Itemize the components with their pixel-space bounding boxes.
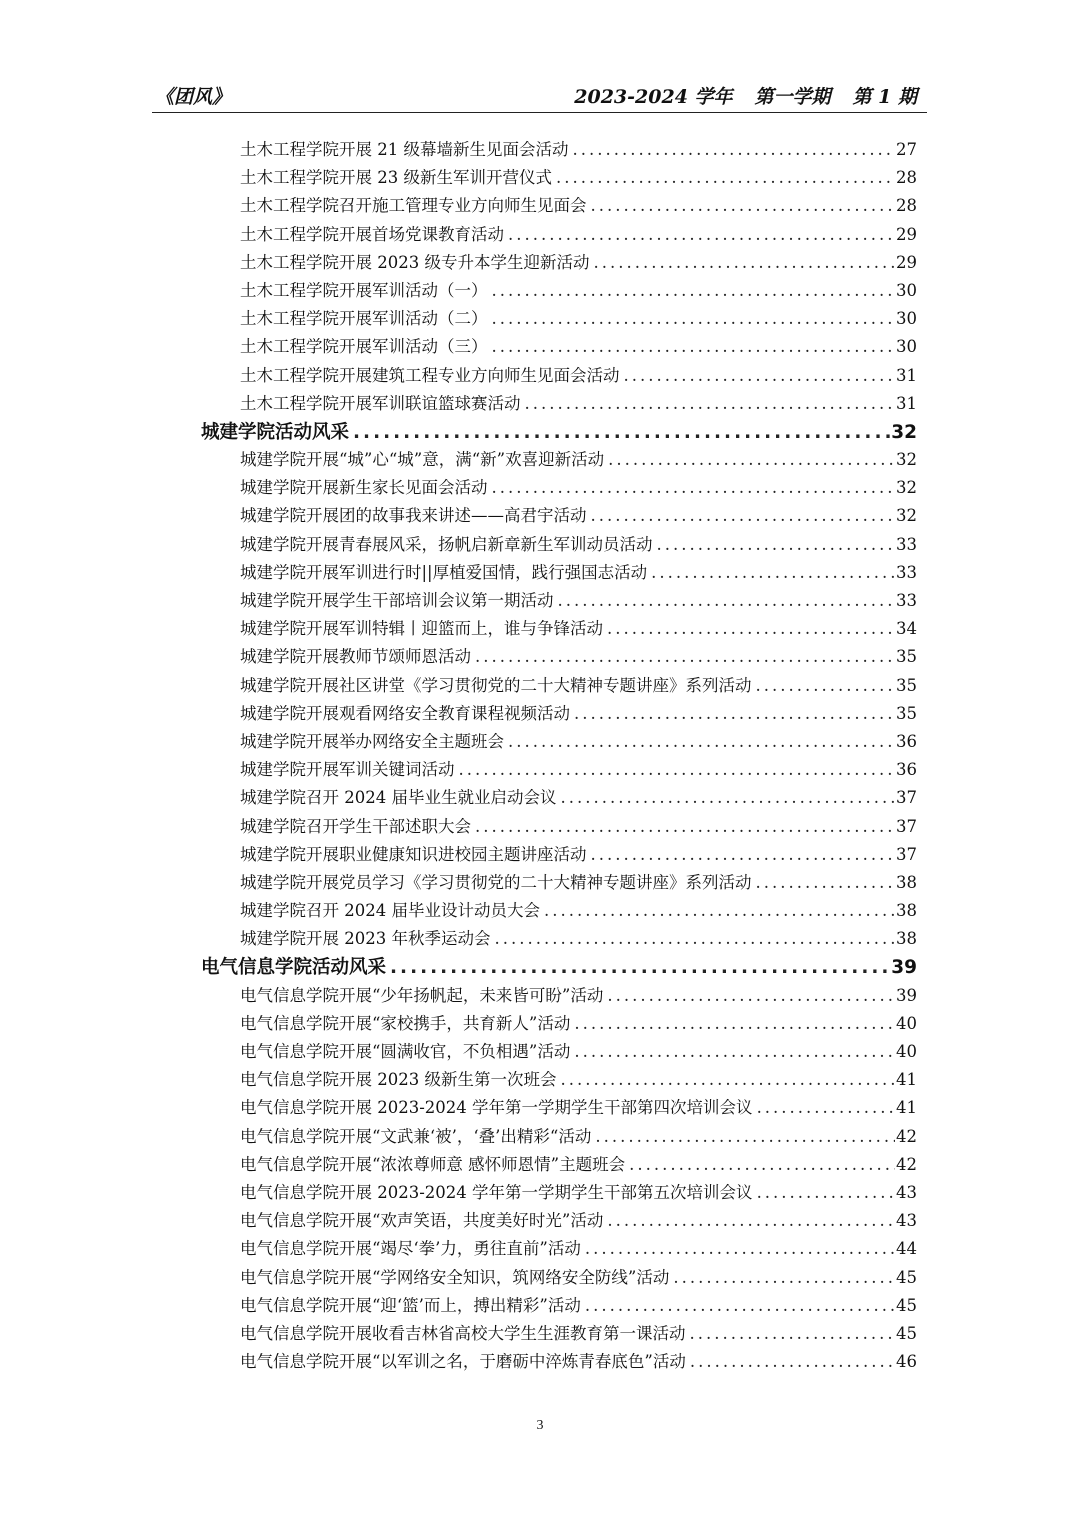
toc-entry bbox=[240, 672, 917, 700]
toc-title: 电气信息学院开展“竭尽‘拳’力，勇往直前”活动 bbox=[240, 1239, 581, 1259]
toc-page-number: 38 bbox=[896, 872, 917, 892]
toc-title: 电气信息学院开展“家校携手，共育新人”活动 bbox=[240, 1013, 571, 1033]
toc-page-number: 33 bbox=[896, 591, 917, 610]
toc-entry bbox=[240, 700, 917, 728]
header-rule bbox=[152, 112, 927, 113]
dot-leader bbox=[471, 817, 895, 836]
dot-leader bbox=[752, 873, 896, 892]
toc-entry bbox=[240, 841, 917, 869]
dot-leader bbox=[490, 929, 895, 948]
toc-title: 电气信息学院开展“以军训之名，于磨砺中淬炼青春底色”活动 bbox=[240, 1352, 686, 1372]
toc-title: 土木工程学院召开施工管理专业方向师生见面会 bbox=[240, 196, 587, 216]
dot-leader bbox=[603, 986, 895, 1005]
toc-entry bbox=[240, 1066, 917, 1094]
toc-page-number: 32 bbox=[896, 506, 917, 526]
toc-entry bbox=[240, 277, 917, 305]
toc-entry bbox=[240, 502, 917, 530]
toc-entry bbox=[240, 1151, 917, 1179]
dot-leader bbox=[504, 732, 895, 751]
toc-title: 城建学院开展“城”心“城”意，满“新”欢喜迎新活动 bbox=[240, 450, 605, 470]
dot-leader bbox=[581, 1239, 895, 1258]
toc-title: 电气信息学院开展“文武兼‘被’，‘叠’出精彩“活动 bbox=[240, 1126, 592, 1146]
toc-entry bbox=[240, 587, 917, 615]
page-number: 3 bbox=[536, 1418, 544, 1433]
toc-entry bbox=[240, 897, 917, 925]
dot-leader bbox=[753, 1098, 895, 1117]
dot-leader bbox=[540, 901, 895, 920]
toc-title: 城建学院开展党员学习《学习贯彻党的二十大精神专题讲座》系列活动 bbox=[240, 872, 752, 892]
toc-page-number: 30 bbox=[896, 280, 917, 300]
dot-leader bbox=[570, 1042, 895, 1061]
toc-page-number: 36 bbox=[896, 760, 917, 780]
issue-number: 第 1 期 bbox=[852, 86, 917, 108]
dot-leader bbox=[569, 140, 896, 159]
toc-page-number: 46 bbox=[896, 1352, 917, 1372]
dot-leader bbox=[603, 1211, 895, 1230]
page-header bbox=[155, 78, 927, 108]
toc-title: 城建学院开展教师节颂师恩活动 bbox=[240, 647, 471, 667]
toc-page-number: 41 bbox=[896, 1098, 917, 1118]
toc-title: 城建学院开展社区讲堂《学习贯彻党的二十大精神专题讲座》系列活动 bbox=[240, 675, 752, 695]
toc-page-number: 32 bbox=[896, 450, 917, 470]
toc-entry bbox=[240, 474, 917, 502]
toc-page-number: 36 bbox=[896, 731, 917, 751]
toc-page-number: 39 bbox=[896, 985, 917, 1005]
toc-page-number: 35 bbox=[896, 675, 917, 695]
dot-leader bbox=[488, 309, 896, 328]
toc-entry bbox=[240, 305, 917, 333]
toc-page-number: 39 bbox=[891, 957, 917, 979]
toc-entry bbox=[240, 390, 917, 418]
toc-page-number: 40 bbox=[896, 1013, 917, 1033]
dot-leader bbox=[591, 1127, 895, 1146]
semester: 第一学期 bbox=[754, 86, 831, 108]
toc-page-number: 31 bbox=[896, 393, 917, 413]
toc-entry bbox=[240, 925, 917, 953]
toc-title: 土木工程学院开展军训联谊篮球赛活动 bbox=[240, 393, 521, 413]
toc-page-number: 38 bbox=[896, 901, 917, 921]
dot-leader bbox=[349, 422, 891, 443]
toc-page-number: 32 bbox=[896, 478, 917, 498]
journal-title: 《团风》 bbox=[155, 86, 232, 108]
toc-title: 城建学院开展团的故事我来讲述——高君宇活动 bbox=[240, 506, 587, 526]
dot-leader bbox=[587, 506, 896, 525]
toc-title: 城建学院开展军训特辑丨迎篮而上，谁与争锋活动 bbox=[240, 619, 603, 639]
toc-entry bbox=[240, 221, 917, 249]
toc-page-number: 37 bbox=[896, 788, 917, 808]
toc-page-number: 32 bbox=[891, 421, 917, 443]
toc-entry bbox=[240, 1094, 917, 1122]
toc-title: 电气信息学院活动风采 bbox=[201, 957, 387, 979]
dot-leader bbox=[570, 704, 895, 723]
dot-leader bbox=[471, 647, 895, 666]
toc-entry bbox=[240, 333, 917, 361]
toc-entry bbox=[240, 1235, 917, 1263]
toc-title: 城建学院开展新生家长见面会活动 bbox=[240, 478, 488, 498]
toc-title: 土木工程学院开展军训活动（一） bbox=[240, 280, 488, 300]
toc-title: 城建学院活动风采 bbox=[201, 421, 350, 443]
toc-page-number: 33 bbox=[896, 562, 917, 582]
toc-page-number: 42 bbox=[896, 1126, 917, 1146]
toc-title: 城建学院开展 2023 年秋季运动会 bbox=[240, 929, 491, 949]
toc-entry bbox=[240, 362, 917, 390]
toc-page-number: 27 bbox=[896, 140, 917, 159]
toc-page-number: 37 bbox=[896, 816, 917, 836]
toc-entry bbox=[240, 531, 917, 559]
toc-page-number: 42 bbox=[896, 1154, 917, 1174]
dot-leader bbox=[620, 366, 896, 385]
toc-page-number: 33 bbox=[896, 534, 917, 554]
toc-title: 城建学院召开 2024 届毕业生就业启动会议 bbox=[240, 788, 557, 808]
toc-title: 电气信息学院开展“浓浓尊师意 感怀师恩情”主题班会 bbox=[240, 1154, 626, 1174]
toc-entry bbox=[240, 559, 917, 587]
toc-title: 土木工程学院开展 23 级新生军训开营仪式 bbox=[240, 168, 552, 188]
toc-entry bbox=[240, 164, 917, 192]
toc-page-number: 37 bbox=[896, 844, 917, 864]
toc-title: 城建学院开展举办网络安全主题班会 bbox=[240, 731, 504, 751]
toc-page-number: 30 bbox=[896, 337, 917, 357]
dot-leader bbox=[603, 619, 895, 638]
issue-info bbox=[552, 82, 917, 109]
dot-leader bbox=[669, 1268, 895, 1287]
toc-title: 土木工程学院开展 21 级幕墙新生见面会活动 bbox=[240, 140, 569, 159]
toc-page-number: 45 bbox=[896, 1267, 917, 1287]
toc-page-number: 40 bbox=[896, 1042, 917, 1061]
toc-page-number: 29 bbox=[896, 224, 917, 244]
toc-page-number: 45 bbox=[896, 1323, 917, 1343]
dot-leader bbox=[686, 1352, 895, 1371]
toc-title: 电气信息学院开展 2023 级新生第一次班会 bbox=[240, 1070, 557, 1090]
toc-page-number: 43 bbox=[896, 1211, 917, 1231]
toc-entry bbox=[240, 1348, 917, 1376]
toc-entry bbox=[240, 1179, 917, 1207]
toc-page-number: 35 bbox=[896, 703, 917, 723]
toc-title: 城建学院开展青春展风采，扬帆启新章新生军训动员活动 bbox=[240, 534, 653, 554]
toc-page-number: 30 bbox=[896, 309, 917, 329]
toc-page-number: 41 bbox=[896, 1070, 917, 1090]
toc-entry bbox=[240, 1038, 917, 1066]
dot-leader bbox=[504, 225, 895, 244]
dot-leader bbox=[556, 1070, 895, 1089]
dot-leader bbox=[488, 478, 896, 497]
dot-leader bbox=[521, 394, 896, 413]
toc-entry bbox=[240, 1320, 917, 1348]
dot-leader bbox=[386, 957, 891, 978]
toc-page-number: 43 bbox=[896, 1182, 917, 1202]
toc-title: 电气信息学院开展“圆满收官，不负相遇”活动 bbox=[240, 1042, 571, 1061]
toc-page-number: 29 bbox=[896, 252, 917, 272]
toc-title: 电气信息学院开展收看吉林省高校大学生生涯教育第一课活动 bbox=[240, 1323, 686, 1343]
toc-title: 土木工程学院开展军训活动（三） bbox=[240, 337, 488, 357]
dot-leader bbox=[556, 788, 895, 807]
toc-entry bbox=[240, 1123, 917, 1151]
toc-entry bbox=[240, 982, 917, 1010]
dot-leader bbox=[488, 337, 896, 356]
toc-title: 城建学院开展军训进行时||厚植爱国情，践行强国志活动 bbox=[240, 562, 648, 582]
dot-leader bbox=[753, 1183, 895, 1202]
toc-title: 土木工程学院开展 2023 级专升本学生迎新活动 bbox=[240, 252, 590, 272]
toc-entry bbox=[240, 136, 917, 164]
toc-title: 城建学院开展职业健康知识进校园主题讲座活动 bbox=[240, 844, 587, 864]
toc-title: 土木工程学院开展建筑工程专业方向师生见面会活动 bbox=[240, 365, 620, 385]
toc-entry bbox=[240, 728, 917, 756]
toc-page-number: 44 bbox=[896, 1239, 917, 1259]
toc-page-number: 31 bbox=[896, 365, 917, 385]
toc-entry bbox=[240, 1207, 917, 1235]
dot-leader bbox=[625, 1155, 895, 1174]
toc-section bbox=[201, 418, 917, 446]
toc-title: 电气信息学院开展“欢声笑语，共度美好时光”活动 bbox=[240, 1211, 604, 1231]
toc-title: 城建学院开展军训关键词活动 bbox=[240, 760, 455, 780]
toc-entry bbox=[240, 813, 917, 841]
toc-title: 土木工程学院开展军训活动（二） bbox=[240, 309, 488, 329]
dot-leader bbox=[647, 563, 895, 582]
toc-entry bbox=[240, 1010, 917, 1038]
toc-title: 电气信息学院开展 2023-2024 学年第一学期学生干部第五次培训会议 bbox=[240, 1182, 753, 1202]
dot-leader bbox=[581, 1296, 895, 1315]
dot-leader bbox=[752, 676, 896, 695]
dot-leader bbox=[653, 535, 896, 554]
toc-title: 土木工程学院开展首场党课教育活动 bbox=[240, 224, 504, 244]
toc-title: 城建学院开展学生干部培训会议第一期活动 bbox=[240, 591, 554, 610]
dot-leader bbox=[587, 196, 896, 215]
toc-title: 电气信息学院开展“少年扬帆起，未来皆可盼”活动 bbox=[240, 985, 604, 1005]
dot-leader bbox=[554, 591, 896, 610]
toc-page-number: 28 bbox=[896, 196, 917, 216]
dot-leader bbox=[587, 845, 896, 864]
toc-title: 城建学院开展观看网络安全教育课程视频活动 bbox=[240, 703, 570, 723]
toc-entry bbox=[240, 249, 917, 277]
toc-title: 城建学院召开 2024 届毕业设计动员大会 bbox=[240, 901, 540, 921]
toc-section bbox=[201, 953, 917, 981]
toc-entry bbox=[240, 615, 917, 643]
toc-page-number: 35 bbox=[896, 647, 917, 667]
toc-page-number: 38 bbox=[896, 929, 917, 949]
dot-leader bbox=[455, 760, 896, 779]
toc-entry bbox=[240, 643, 917, 671]
toc-title: 电气信息学院开展 2023-2024 学年第一学期学生干部第四次培训会议 bbox=[240, 1098, 753, 1118]
dot-leader bbox=[488, 281, 896, 300]
dot-leader bbox=[589, 253, 895, 272]
toc-title: 城建学院召开学生干部述职大会 bbox=[240, 816, 471, 836]
dot-leader bbox=[552, 168, 895, 187]
toc-page-number: 34 bbox=[896, 619, 917, 639]
toc-title: 电气信息学院开展“迎‘篮’而上，搏出精彩”活动 bbox=[240, 1295, 581, 1315]
dot-leader bbox=[604, 450, 895, 469]
toc-entry bbox=[240, 446, 917, 474]
dot-leader bbox=[570, 1014, 895, 1033]
toc-entry bbox=[240, 1292, 917, 1320]
toc-page-number: 45 bbox=[896, 1295, 917, 1315]
toc-page-number: 28 bbox=[896, 168, 917, 188]
toc-entry bbox=[240, 784, 917, 812]
toc-entry bbox=[240, 756, 917, 784]
academic-year: 2023-2024 学年 bbox=[574, 86, 733, 108]
toc-entry bbox=[240, 869, 917, 897]
toc-entry bbox=[240, 192, 917, 220]
table-of-contents bbox=[0, 136, 1080, 1376]
toc-title: 电气信息学院开展“学网络安全知识，筑网络安全防线”活动 bbox=[240, 1267, 670, 1287]
dot-leader bbox=[686, 1324, 896, 1343]
toc-entry bbox=[240, 1264, 917, 1292]
